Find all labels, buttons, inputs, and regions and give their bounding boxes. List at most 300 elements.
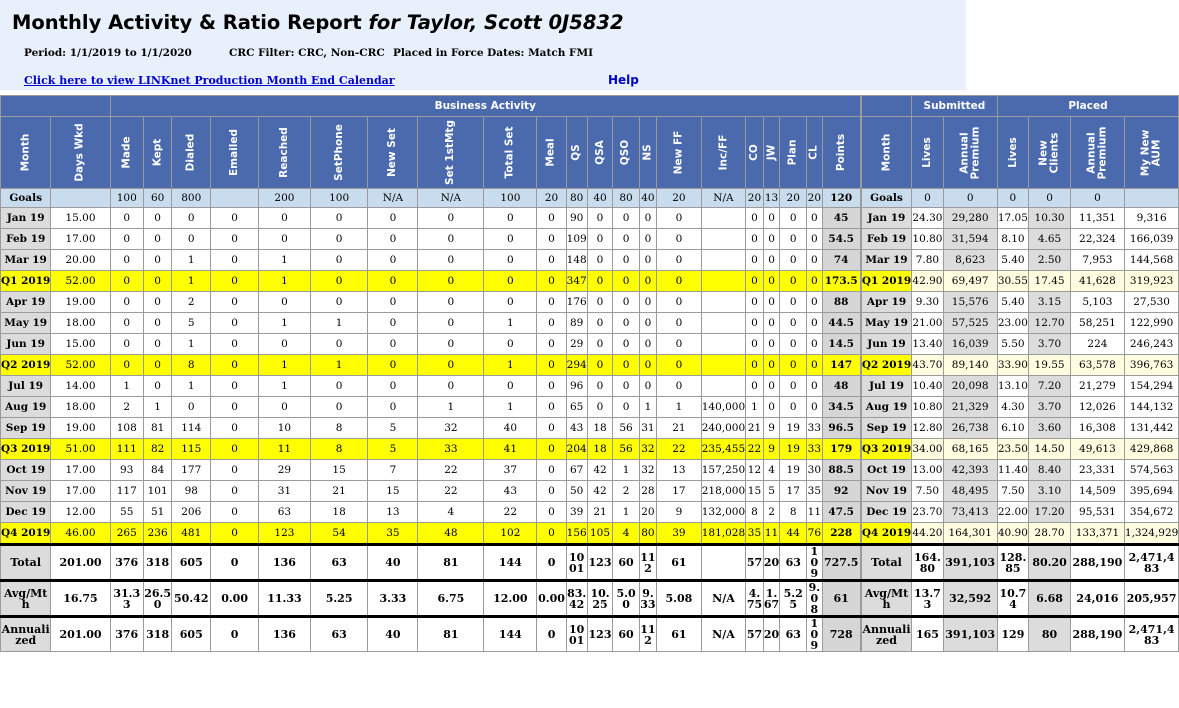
table-cell: 17.00 [51,229,110,250]
table-cell [701,376,745,397]
table-cell: 0 [807,397,822,418]
table-cell: 0 [368,334,418,355]
table-cell: 23.00 [997,313,1029,334]
table-cell: 5 [368,439,418,460]
table-cell: 24,016 [1070,581,1124,617]
table-cell: 0 [780,313,807,334]
column-header-reached: Reached [259,117,311,189]
table-cell: 22 [418,481,484,502]
table-cell: 800 [172,189,211,208]
table-cell: 48,495 [943,481,997,502]
table-cell: 574,563 [1124,460,1178,481]
table-cell: 10.74 [997,581,1029,617]
table-cell: 5.40 [997,292,1029,313]
table-cell: 55 [110,502,143,523]
production-calendar-link[interactable]: Click here to view LINKnet Production Month End Calendar [24,74,395,87]
table-cell: 0 [997,189,1029,208]
table-cell: 22 [657,439,702,460]
table-cell: 15 [746,481,764,502]
table-cell: 12,026 [1070,397,1124,418]
table-cell: 63 [780,545,807,581]
table-cell: 0 [587,229,613,250]
table-cell: 7,953 [1070,250,1124,271]
table-cell: 11.40 [997,460,1029,481]
table-cell [701,208,745,229]
table-cell: 0 [746,229,764,250]
table-cell: Goals [1,189,51,208]
table-cell: 19 [780,439,807,460]
table-cell: Nov 19 [861,481,911,502]
table-cell: 35 [368,523,418,545]
table-cell: 0 [763,355,780,376]
table-cell: 12.00 [51,502,110,523]
table-cell: 265 [110,523,143,545]
table-cell: 80 [566,189,587,208]
table-row [1,397,1179,418]
table-cell: 48 [822,376,860,397]
table-cell: 33 [418,439,484,460]
table-cell: 89,140 [943,355,997,376]
table-cell: 136 [259,617,311,652]
table-row [1,418,1179,439]
table-cell: 0 [613,355,639,376]
table-cell: 288,190 [1070,617,1124,652]
table-cell: 4 [418,502,484,523]
table-cell: 17.05 [997,208,1029,229]
table-row [1,229,1179,250]
table-cell [701,355,745,376]
table-cell: 31 [259,481,311,502]
table-cell: 3.60 [1029,418,1071,439]
table-cell: 5.25 [780,581,807,617]
table-cell: 115 [172,439,211,460]
table-cell: 49,613 [1070,439,1124,460]
table-cell: 0 [746,376,764,397]
table-cell: 0 [807,271,822,292]
table-cell: 5.50 [997,334,1029,355]
table-cell: 40 [484,418,537,439]
table-cell: 1 [172,376,211,397]
column-header-dialed: Dialed [172,117,211,189]
table-cell: 74 [822,250,860,271]
table-cell: 51 [143,502,172,523]
table-cell: Jan 19 [861,208,911,229]
column-header-cl: CL [807,117,822,189]
table-cell: 32,592 [943,581,997,617]
table-cell: 0 [639,355,656,376]
table-cell: 23,331 [1070,460,1124,481]
table-cell: 52.00 [51,355,110,376]
table-cell: 0 [211,229,259,250]
table-cell: 0 [259,229,311,250]
table-cell: 181,028 [701,523,745,545]
table-cell: 100 [310,189,368,208]
table-cell: 0 [310,229,368,250]
table-cell: 23.70 [912,502,944,523]
table-cell: 17 [657,481,702,502]
table-cell: Q4 2019 [861,523,911,545]
table-cell: 0 [613,334,639,355]
table-cell: 51.00 [51,439,110,460]
table-cell: 1 [613,502,639,523]
table-cell: 32 [639,439,656,460]
table-cell: 0 [657,334,702,355]
table-cell: 0 [587,355,613,376]
table-cell: 65 [566,397,587,418]
table-cell: 101 [143,481,172,502]
table-cell: 96 [566,376,587,397]
table-cell: 57,525 [943,313,997,334]
column-header-new-ff: New FF [657,117,702,189]
table-cell: 88.5 [822,460,860,481]
column-header-setphone: SetPhone [310,117,368,189]
table-cell: 7.20 [1029,376,1071,397]
table-cell: 5.25 [310,581,368,617]
table-cell: Oct 19 [1,460,51,481]
help-link[interactable]: Help [608,73,639,87]
table-cell: 0 [763,334,780,355]
table-cell: 26,738 [943,418,997,439]
table-cell: 0 [211,617,259,652]
table-cell: 0 [537,229,566,250]
table-cell: 0 [807,376,822,397]
table-cell: 0 [259,292,311,313]
table-cell: 0 [143,271,172,292]
table-cell: 114 [172,418,211,439]
table-cell: 0 [763,250,780,271]
table-cell: 8 [746,502,764,523]
table-cell: 164.80 [912,545,944,581]
table-cell: 0 [211,481,259,502]
quarter-row [1,271,1179,292]
table-cell: 0 [746,334,764,355]
table-cell: 21,329 [943,397,997,418]
table-cell: 0 [780,229,807,250]
table-cell: 0 [807,355,822,376]
table-cell: 8.40 [1029,460,1071,481]
table-cell: 156 [566,523,587,545]
group-header-blank [1,96,111,117]
table-cell: Q2 2019 [861,355,911,376]
table-cell: 13.73 [912,581,944,617]
table-cell: 0 [537,208,566,229]
table-cell [1124,189,1178,208]
table-cell: 11.33 [259,581,311,617]
table-cell: 50.42 [172,581,211,617]
table-cell: 0 [780,271,807,292]
table-cell: 40 [587,189,613,208]
table-cell: 2,471,483 [1124,545,1178,581]
table-cell: Q4 2019 [1,523,51,545]
table-cell: 14,509 [1070,481,1124,502]
table-cell: 1001 [566,545,587,581]
table-cell: 52.00 [51,271,110,292]
table-cell: 0 [259,397,311,418]
table-cell: 7.50 [912,481,944,502]
summary-row [1,581,1179,617]
table-cell: 13.10 [997,376,1029,397]
table-cell: 111 [110,439,143,460]
table-cell: 0 [613,250,639,271]
table-cell: 0 [763,229,780,250]
table-cell: 5.00 [613,581,639,617]
table-cell: Jan 19 [1,208,51,229]
table-cell: 0 [780,334,807,355]
table-cell: 605 [172,617,211,652]
table-cell: 0 [537,376,566,397]
table-cell: 0 [587,334,613,355]
table-cell: Q3 2019 [1,439,51,460]
table-cell: 1,324,929 [1124,523,1178,545]
column-header-total-set: Total Set [484,117,537,189]
table-cell: Jun 19 [861,334,911,355]
table-cell: 0 [613,208,639,229]
table-cell: 319,923 [1124,271,1178,292]
table-cell: 0 [143,313,172,334]
table-cell: 0 [657,376,702,397]
table-row [1,292,1179,313]
table-cell: 164,301 [943,523,997,545]
table-cell [701,292,745,313]
table-cell: Jul 19 [1,376,51,397]
table-cell: 0 [613,271,639,292]
table-cell: 28.70 [1029,523,1071,545]
table-cell: 0 [537,313,566,334]
table-cell: 11 [763,523,780,545]
table-cell [701,271,745,292]
table-cell: 0 [110,334,143,355]
table-cell: 157,250 [701,460,745,481]
table-cell: 0 [172,229,211,250]
table-cell: 0 [639,271,656,292]
table-cell: 123 [587,545,613,581]
table-cell: 19 [780,418,807,439]
table-cell: 17 [780,481,807,502]
table-cell: Aug 19 [1,397,51,418]
table-cell: 81 [418,617,484,652]
table-cell: 10 [259,418,311,439]
table-cell: 0 [807,313,822,334]
table-cell: 21 [587,502,613,523]
table-cell: 44 [780,523,807,545]
table-cell: Sep 19 [1,418,51,439]
table-cell: 148 [566,250,587,271]
table-cell: 10.80 [912,397,944,418]
table-cell: 0 [310,250,368,271]
table-cell: 47.5 [822,502,860,523]
table-cell: 123 [259,523,311,545]
table-cell: 21 [746,418,764,439]
column-header-qsa: QSA [587,117,613,189]
table-cell: 0 [537,502,566,523]
table-row [1,250,1179,271]
table-cell: 0 [537,617,566,652]
table-cell: 13.00 [912,460,944,481]
table-cell: 102 [484,523,537,545]
table-cell: 0 [1070,189,1124,208]
table-cell: 12.70 [1029,313,1071,334]
table-cell: 0 [587,376,613,397]
table-cell: 0 [587,250,613,271]
table-cell: 40 [368,617,418,652]
table-cell: 0 [484,271,537,292]
column-header-new-set: New Set [368,117,418,189]
table-cell: 0 [639,376,656,397]
table-cell: 56 [613,439,639,460]
table-cell: 80 [639,523,656,545]
table-cell: 1 [143,397,172,418]
table-cell: 41 [484,439,537,460]
table-cell: 294 [566,355,587,376]
table-cell: 18 [587,418,613,439]
crc-filter-label: CRC Filter: CRC, Non-CRC [229,47,385,59]
table-cell: 0 [537,481,566,502]
table-cell: 35 [746,523,764,545]
table-cell: 5.08 [657,581,702,617]
table-cell: 16.75 [51,581,110,617]
table-cell: 165 [912,617,944,652]
table-cell: 0 [211,355,259,376]
table-cell: 20 [763,617,780,652]
table-cell: 0 [211,334,259,355]
table-cell: 246,243 [1124,334,1178,355]
report-header [0,0,966,90]
table-cell: 9 [763,439,780,460]
table-cell: 22 [484,502,537,523]
table-cell: 0 [211,439,259,460]
table-cell: 29 [259,460,311,481]
table-cell: 0 [110,313,143,334]
table-cell: N/A [368,189,418,208]
table-cell: 93 [110,460,143,481]
table-cell: 0 [310,271,368,292]
table-cell: Total [1,545,51,581]
table-cell: 2 [172,292,211,313]
table-cell: 26.50 [143,581,172,617]
table-cell: 13 [657,460,702,481]
table-cell: 0 [537,292,566,313]
table-cell: 0 [172,208,211,229]
table-cell: 0 [780,208,807,229]
table-cell: 2.50 [1029,250,1071,271]
table-cell: 0 [780,376,807,397]
table-cell: 50 [566,481,587,502]
table-cell: 1 [310,313,368,334]
table-cell: 354,672 [1124,502,1178,523]
table-cell: 0 [110,208,143,229]
table-cell: 21 [310,481,368,502]
table-cell: 0 [484,250,537,271]
table-cell: 0 [537,523,566,545]
table-cell: Apr 19 [1,292,51,313]
group-header-submitted: Submitted [912,96,997,117]
table-cell: 0 [657,250,702,271]
table-cell: 39 [566,502,587,523]
table-cell: 0 [211,397,259,418]
table-cell: 43 [566,418,587,439]
table-cell: 1 [172,250,211,271]
table-cell: 0 [780,292,807,313]
table-row [1,334,1179,355]
table-cell: 0 [211,376,259,397]
table-cell: 179 [822,439,860,460]
table-cell: 19.55 [1029,355,1071,376]
table-row [1,208,1179,229]
table-cell: 0 [418,334,484,355]
table-cell: 24.30 [912,208,944,229]
table-cell: 4 [763,460,780,481]
table-cell: 1 [259,250,311,271]
table-cell: 17.00 [51,481,110,502]
table-cell: 39 [657,523,702,545]
table-cell: 42.90 [912,271,944,292]
column-header-jw: JW [763,117,780,189]
table-cell: 147 [822,355,860,376]
table-cell: 605 [172,545,211,581]
table-cell: 0 [310,292,368,313]
table-cell: 144 [484,617,537,652]
table-cell: 1 [746,397,764,418]
table-cell: 0 [110,271,143,292]
table-cell: 0 [368,229,418,250]
table-cell [701,545,745,581]
table-cell: 0 [484,208,537,229]
table-cell: 0 [368,271,418,292]
table-cell: 0 [211,208,259,229]
table-cell: 81 [143,418,172,439]
table-cell: 10.80 [912,229,944,250]
table-cell: 0 [613,376,639,397]
table-cell: 16,308 [1070,418,1124,439]
column-header-right-annual-premium: Annual Premium [943,117,997,189]
table-cell: 0 [657,355,702,376]
table-cell: 0 [639,250,656,271]
table-cell: 45 [822,208,860,229]
table-cell: 14.00 [51,376,110,397]
table-cell: 63 [310,617,368,652]
table-cell: 177 [172,460,211,481]
table-cell: 173.5 [822,271,860,292]
table-cell: 218,000 [701,481,745,502]
table-cell: 395,694 [1124,481,1178,502]
table-cell: 13 [368,502,418,523]
table-cell: 95,531 [1070,502,1124,523]
column-header-month: Month [1,117,51,189]
table-cell: 54.5 [822,229,860,250]
table-cell: Q1 2019 [861,271,911,292]
page-title [12,11,624,34]
table-cell: 63 [780,617,807,652]
table-cell: 31 [639,418,656,439]
table-cell: 17.45 [1029,271,1071,292]
table-cell: 40 [368,545,418,581]
placed-dates-label: Placed in Force Dates: Match FMI [393,47,594,59]
table-cell: 0 [912,189,944,208]
table-cell: 0 [807,229,822,250]
table-cell: 0 [259,334,311,355]
table-cell: Nov 19 [1,481,51,502]
table-cell: 5,103 [1070,292,1124,313]
table-cell: 18 [310,502,368,523]
table-cell: 10.40 [912,376,944,397]
table-cell: 57 [746,617,764,652]
period-label: Period: 1/1/2019 to 1/1/2020 [24,47,192,59]
table-cell: 4.75 [746,581,764,617]
table-row [1,376,1179,397]
table-cell: 13 [763,189,780,208]
column-header-days-wkd: Days Wkd [51,117,110,189]
table-cell: 0 [484,292,537,313]
